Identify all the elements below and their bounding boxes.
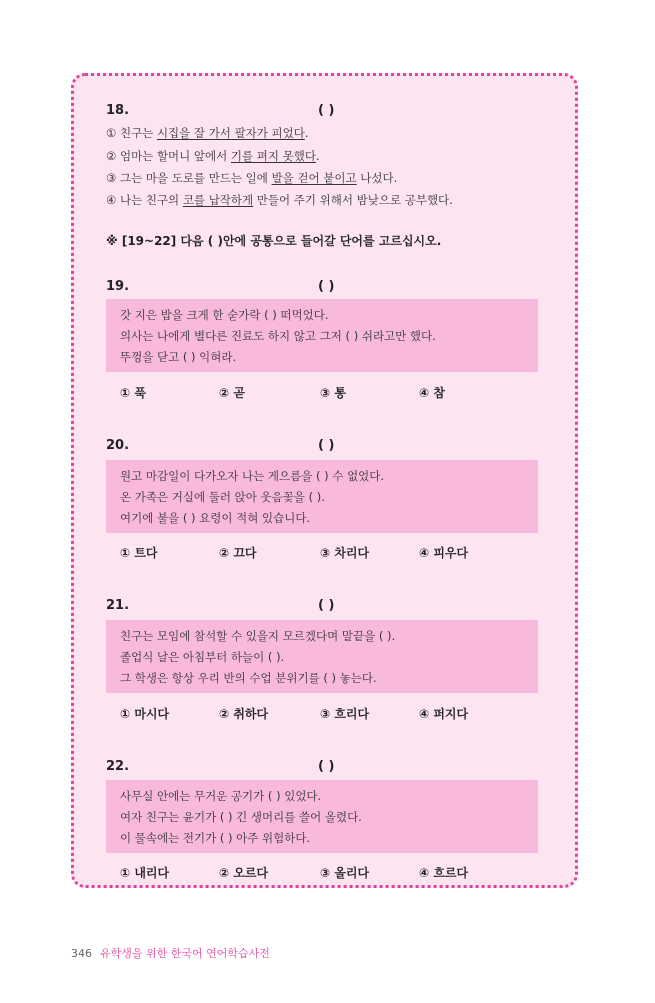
- question-21-answer-blank[interactable]: ( ): [318, 598, 335, 613]
- option-2-suffix: .: [316, 149, 320, 163]
- question-21-choice-2[interactable]: ② 취하다: [219, 707, 269, 721]
- passage-line: 그 학생은 항상 우리 반의 수업 분위기를 ( ) 놓는다.: [120, 671, 377, 685]
- question-20-choice-2[interactable]: ② 끄다: [219, 546, 257, 560]
- option-1-underlined: 시집을 잘 가서 팔자가 피었다: [156, 126, 305, 140]
- question-18-number: 18.: [106, 103, 130, 118]
- question-22-choice-2[interactable]: ② 오르다: [219, 866, 269, 880]
- option-4-suffix: 만들어 주기 위해서 밤낮으로 공부했다.: [253, 193, 453, 207]
- passage-line: 졸업식 날은 아침부터 하늘이 ( ).: [120, 650, 285, 664]
- page-number: 346: [71, 947, 92, 960]
- question-22-answer-blank[interactable]: ( ): [318, 759, 335, 774]
- question-19-number: 19.: [106, 279, 130, 294]
- passage-line: 여자 친구는 윤기가 ( ) 긴 생머리를 쓸어 올렸다.: [120, 810, 362, 824]
- question-20-answer-blank[interactable]: ( ): [318, 438, 335, 453]
- page-footer: [71, 945, 270, 961]
- question-21-passage-box: [106, 620, 538, 693]
- question-18-option-3: [106, 170, 397, 186]
- question-20-choice-4[interactable]: ④ 피우다: [419, 546, 469, 560]
- passage-line: 갓 지은 밥을 크게 한 숟가락 ( ) 떠먹었다.: [120, 308, 329, 322]
- question-19-answer-blank[interactable]: ( ): [318, 279, 335, 294]
- question-18-option-1: [106, 125, 309, 141]
- passage-line: 친구는 모임에 참석할 수 있을지 모르겠다며 말끝을 ( ).: [120, 629, 396, 643]
- option-3-underlined: 발을 걷어 붙이고: [271, 171, 357, 185]
- question-18-option-4: [106, 192, 453, 208]
- question-20-choice-3[interactable]: ③ 차리다: [320, 546, 370, 560]
- passage-line: 의사는 나에게 별다른 진료도 하지 않고 그저 ( ) 쉬라고만 했다.: [120, 329, 436, 343]
- option-1-suffix: .: [304, 126, 309, 140]
- option-3-text: ③ 그는 마을 도로를 만드는 일에: [106, 171, 272, 185]
- option-4-text: ④ 나는 친구의: [106, 193, 183, 207]
- passage-line: 여기에 불을 ( ) 요령이 적혀 있습니다.: [120, 511, 311, 525]
- question-20-choice-1[interactable]: ① 트다: [120, 546, 158, 560]
- question-22-choice-1[interactable]: ① 내리다: [120, 866, 170, 880]
- question-19-choice-4[interactable]: ④ 참: [419, 386, 445, 400]
- question-18-answer-blank[interactable]: ( ): [318, 103, 335, 118]
- option-4-underlined: 코를 납작하게: [182, 193, 254, 207]
- passage-line: 뚜껑을 닫고 ( ) 익혀라.: [120, 350, 237, 364]
- question-21-choice-1[interactable]: ① 마시다: [120, 707, 170, 721]
- passage-line: 사무실 안에는 무거운 공기가 ( ) 있었다.: [120, 789, 322, 803]
- question-19-choice-3[interactable]: ③ 통: [320, 386, 346, 400]
- question-18-option-2: [106, 148, 320, 164]
- question-20-number: 20.: [106, 438, 130, 453]
- passage-line: 원고 마감일이 다가오자 나는 게으름을 ( ) 수 없었다.: [120, 469, 385, 483]
- question-21-number: 21.: [106, 598, 130, 613]
- question-19-choice-1[interactable]: ① 푹: [120, 386, 146, 400]
- question-20-passage-box: [106, 460, 538, 533]
- question-22-number: 22.: [106, 759, 130, 774]
- option-2-text: ② 엄마는 할머니 앞에서: [106, 149, 231, 163]
- option-3-suffix: 나섰다.: [356, 171, 398, 185]
- question-21-choice-4[interactable]: ④ 퍼지다: [419, 707, 469, 721]
- question-22-choice-4[interactable]: ④ 흐르다: [419, 866, 469, 880]
- question-22-passage-box: [106, 780, 538, 853]
- question-19-choice-2[interactable]: ② 곧: [219, 386, 245, 400]
- option-1-text: ① 친구는: [106, 126, 157, 140]
- book-title: 유학생을 위한 한국어 연어학습사전: [100, 947, 270, 960]
- question-22-choice-3[interactable]: ③ 올리다: [320, 866, 370, 880]
- question-21-choice-3[interactable]: ③ 흐리다: [320, 707, 370, 721]
- instruction-text: ※ [19~22] 다음 ( )안에 공통으로 들어갈 단어를 고르십시오.: [106, 234, 442, 248]
- option-2-underlined: 기를 펴지 못했다: [230, 149, 316, 163]
- question-19-passage-box: [106, 299, 538, 372]
- passage-line: 온 가족은 거실에 둘러 앉아 웃음꽃을 ( ).: [120, 490, 325, 504]
- passage-line: 이 물속에는 전기가 ( ) 아주 위험하다.: [120, 831, 311, 845]
